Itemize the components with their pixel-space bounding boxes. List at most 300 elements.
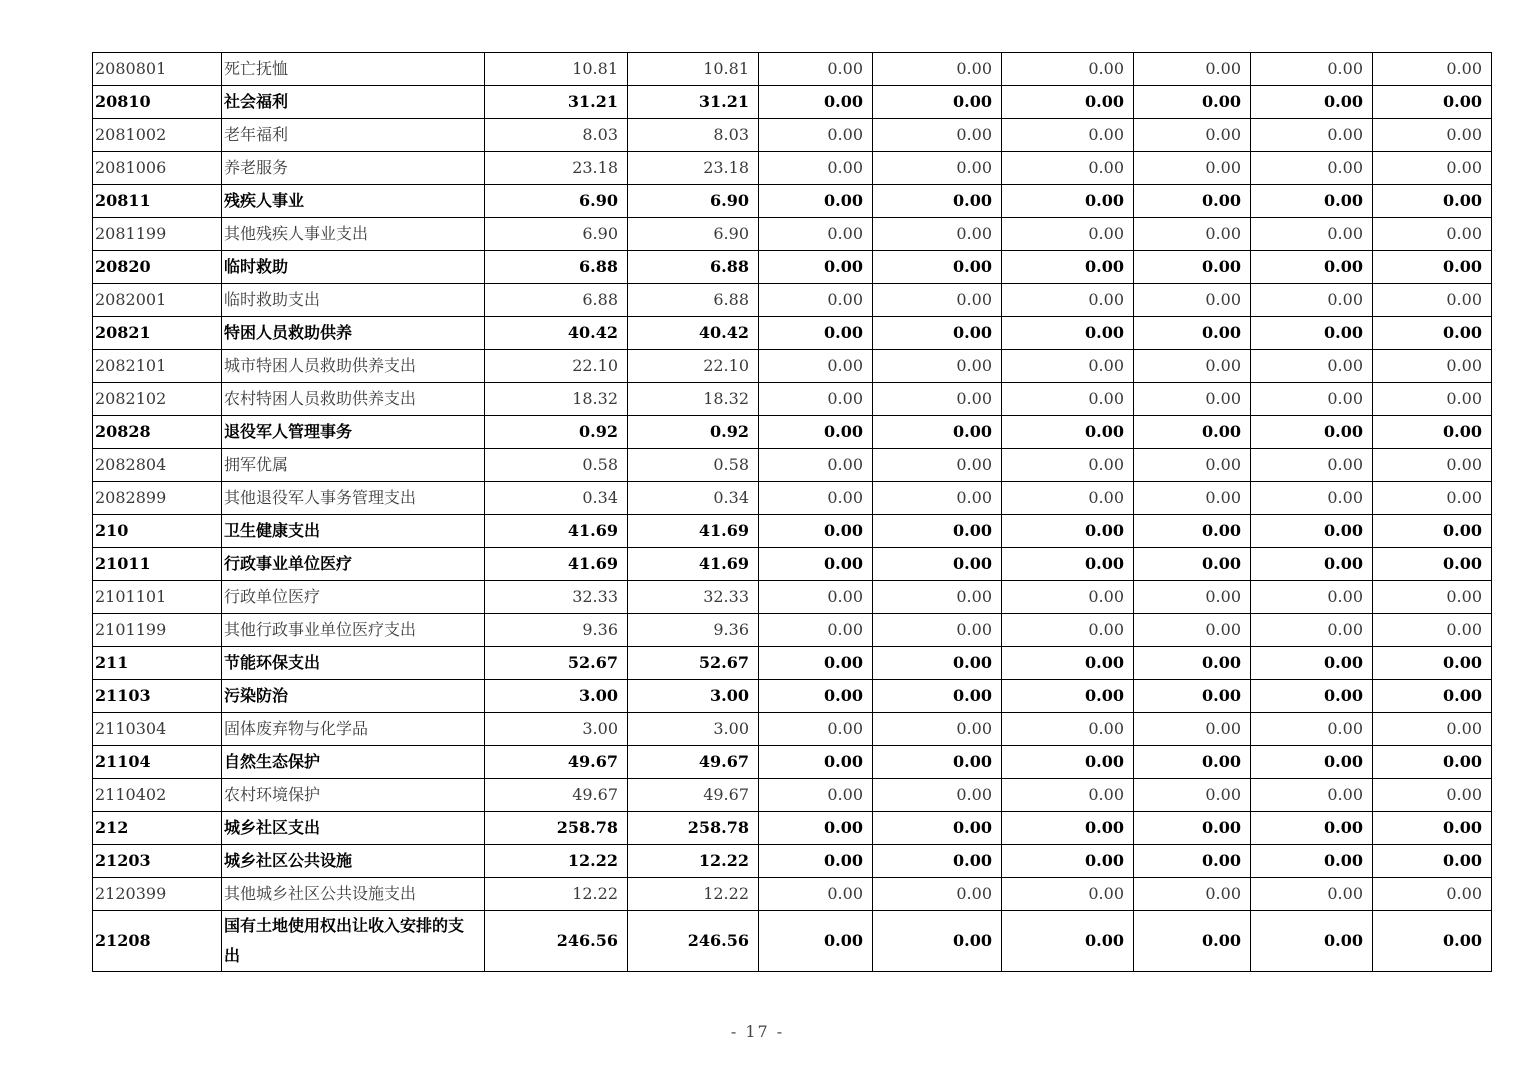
table-row [93,284,1492,317]
subject-code-cell: 20811 [93,185,222,218]
amount-cell: 3.00 [485,680,628,713]
amount-cell: 6.90 [628,218,759,251]
table-row [93,581,1492,614]
amount-cell: 0.00 [1373,845,1492,878]
amount-cell: 0.00 [1251,581,1373,614]
amount-cell: 0.00 [873,482,1002,515]
amount-cell: 0.00 [1373,779,1492,812]
table-row [93,251,1492,284]
amount-cell: 40.42 [628,317,759,350]
amount-cell: 0.00 [759,251,873,284]
table-row [93,152,1492,185]
amount-cell: 0.00 [873,53,1002,86]
amount-cell: 0.00 [873,218,1002,251]
amount-cell: 6.90 [485,218,628,251]
amount-cell: 0.00 [1251,449,1373,482]
budget-expenditure-table [92,52,1492,972]
amount-cell: 0.00 [873,152,1002,185]
table-row [93,350,1492,383]
subject-code-cell: 2082899 [93,482,222,515]
amount-cell: 0.00 [1373,218,1492,251]
amount-cell: 0.00 [1134,548,1251,581]
amount-cell: 0.00 [1251,680,1373,713]
amount-cell: 0.00 [1251,251,1373,284]
amount-cell: 0.58 [628,449,759,482]
amount-cell: 0.00 [1002,713,1134,746]
amount-cell: 0.00 [1134,581,1251,614]
amount-cell: 52.67 [485,647,628,680]
amount-cell: 0.92 [485,416,628,449]
subject-code-cell: 21208 [93,911,222,972]
amount-cell: 0.00 [1002,251,1134,284]
amount-cell: 0.00 [873,317,1002,350]
amount-cell: 0.00 [1251,845,1373,878]
amount-cell: 0.00 [759,86,873,119]
amount-cell: 0.00 [1251,911,1373,972]
subject-code-cell: 2120399 [93,878,222,911]
amount-cell: 6.88 [485,251,628,284]
subject-name-cell: 农村特困人员救助供养支出 [222,383,485,416]
amount-cell: 0.00 [1251,812,1373,845]
amount-cell: 0.00 [1002,812,1134,845]
amount-cell: 0.00 [1251,482,1373,515]
table-row [93,119,1492,152]
amount-cell: 0.00 [1002,152,1134,185]
amount-cell: 0.00 [1373,350,1492,383]
amount-cell: 0.00 [1251,317,1373,350]
amount-cell: 0.00 [1373,614,1492,647]
amount-cell: 0.00 [1134,218,1251,251]
subject-name-cell: 养老服务 [222,152,485,185]
amount-cell: 0.00 [1251,713,1373,746]
amount-cell: 0.92 [628,416,759,449]
amount-cell: 12.22 [485,845,628,878]
amount-cell: 0.00 [1373,515,1492,548]
amount-cell: 0.00 [759,482,873,515]
amount-cell: 0.00 [1373,53,1492,86]
subject-name-cell: 其他城乡社区公共设施支出 [222,878,485,911]
amount-cell: 0.00 [1002,383,1134,416]
amount-cell: 0.00 [873,779,1002,812]
amount-cell: 3.00 [628,680,759,713]
amount-cell: 0.00 [1002,548,1134,581]
subject-name-cell: 卫生健康支出 [222,515,485,548]
amount-cell: 12.22 [628,845,759,878]
amount-cell: 0.00 [1251,878,1373,911]
amount-cell: 0.00 [759,515,873,548]
amount-cell: 0.00 [1002,878,1134,911]
amount-cell: 0.00 [1251,152,1373,185]
amount-cell: 246.56 [485,911,628,972]
amount-cell: 3.00 [628,713,759,746]
amount-cell: 8.03 [628,119,759,152]
amount-cell: 49.67 [628,779,759,812]
amount-cell: 0.00 [1134,284,1251,317]
table-row [93,812,1492,845]
amount-cell: 0.00 [1373,284,1492,317]
amount-cell: 12.22 [485,878,628,911]
amount-cell: 0.00 [873,515,1002,548]
subject-code-cell: 20821 [93,317,222,350]
subject-code-cell: 20810 [93,86,222,119]
amount-cell: 0.00 [873,350,1002,383]
amount-cell: 258.78 [485,812,628,845]
amount-cell: 0.00 [1134,449,1251,482]
amount-cell: 0.00 [1002,185,1134,218]
amount-cell: 0.00 [1251,746,1373,779]
amount-cell: 40.42 [485,317,628,350]
amount-cell: 0.00 [1251,548,1373,581]
amount-cell: 0.00 [1134,185,1251,218]
amount-cell: 0.00 [1134,779,1251,812]
amount-cell: 12.22 [628,878,759,911]
amount-cell: 41.69 [628,548,759,581]
amount-cell: 0.00 [1373,581,1492,614]
subject-name-cell: 特困人员救助供养 [222,317,485,350]
amount-cell: 31.21 [485,86,628,119]
subject-code-cell: 2101199 [93,614,222,647]
amount-cell: 0.00 [1002,680,1134,713]
amount-cell: 0.00 [1251,350,1373,383]
amount-cell: 0.00 [873,911,1002,972]
amount-cell: 0.00 [1002,449,1134,482]
subject-code-cell: 2082804 [93,449,222,482]
amount-cell: 0.34 [485,482,628,515]
amount-cell: 0.00 [1002,317,1134,350]
table-row [93,317,1492,350]
amount-cell: 0.00 [1134,482,1251,515]
amount-cell: 49.67 [485,779,628,812]
subject-name-cell: 国有土地使用权出让收入安排的支出 [222,911,485,972]
amount-cell: 0.00 [1251,119,1373,152]
amount-cell: 0.00 [1134,614,1251,647]
amount-cell: 0.00 [1002,746,1134,779]
amount-cell: 0.00 [759,746,873,779]
amount-cell: 0.00 [759,812,873,845]
amount-cell: 0.00 [1134,119,1251,152]
table-row [93,449,1492,482]
subject-code-cell: 2081002 [93,119,222,152]
amount-cell: 0.00 [759,779,873,812]
amount-cell: 0.00 [1134,152,1251,185]
subject-name-cell: 残疾人事业 [222,185,485,218]
amount-cell: 0.00 [873,185,1002,218]
amount-cell: 0.00 [1002,581,1134,614]
amount-cell: 0.00 [1373,449,1492,482]
amount-cell: 0.00 [1251,86,1373,119]
amount-cell: 0.00 [1251,647,1373,680]
table-row [93,185,1492,218]
subject-name-cell: 节能环保支出 [222,647,485,680]
amount-cell: 23.18 [628,152,759,185]
subject-name-cell: 其他退役军人事务管理支出 [222,482,485,515]
amount-cell: 0.00 [759,383,873,416]
amount-cell: 0.00 [759,548,873,581]
amount-cell: 0.00 [759,119,873,152]
amount-cell: 0.00 [1134,845,1251,878]
amount-cell: 0.00 [873,647,1002,680]
amount-cell: 0.00 [1251,185,1373,218]
amount-cell: 0.58 [485,449,628,482]
amount-cell: 6.90 [628,185,759,218]
amount-cell: 41.69 [485,515,628,548]
subject-code-cell: 212 [93,812,222,845]
amount-cell: 0.00 [1002,284,1134,317]
table-row [93,680,1492,713]
amount-cell: 41.69 [485,548,628,581]
amount-cell: 0.00 [1373,317,1492,350]
amount-cell: 246.56 [628,911,759,972]
amount-cell: 0.00 [873,284,1002,317]
amount-cell: 8.03 [485,119,628,152]
amount-cell: 0.00 [1373,878,1492,911]
amount-cell: 0.00 [1002,614,1134,647]
amount-cell: 0.00 [1002,779,1134,812]
amount-cell: 0.00 [1134,416,1251,449]
amount-cell: 0.00 [1373,647,1492,680]
table-row [93,614,1492,647]
amount-cell: 0.00 [873,383,1002,416]
amount-cell: 0.00 [1134,317,1251,350]
amount-cell: 0.00 [1134,53,1251,86]
amount-cell: 0.00 [1134,515,1251,548]
amount-cell: 0.00 [1251,416,1373,449]
amount-cell: 18.32 [485,383,628,416]
amount-cell: 3.00 [485,713,628,746]
amount-cell: 6.88 [628,284,759,317]
amount-cell: 0.00 [759,350,873,383]
amount-cell: 18.32 [628,383,759,416]
subject-code-cell: 21203 [93,845,222,878]
amount-cell: 0.00 [759,284,873,317]
amount-cell: 9.36 [628,614,759,647]
subject-name-cell: 固体废弃物与化学品 [222,713,485,746]
amount-cell: 0.00 [873,416,1002,449]
amount-cell: 0.00 [759,185,873,218]
amount-cell: 0.00 [873,119,1002,152]
subject-code-cell: 21103 [93,680,222,713]
subject-code-cell: 2082102 [93,383,222,416]
table-row [93,878,1492,911]
page-number: - 17 - [730,1022,785,1041]
amount-cell: 0.00 [1373,680,1492,713]
subject-name-cell: 自然生态保护 [222,746,485,779]
amount-cell: 0.00 [1134,86,1251,119]
table-row [93,515,1492,548]
amount-cell: 0.00 [1251,53,1373,86]
amount-cell: 0.00 [1251,383,1373,416]
amount-cell: 0.00 [873,713,1002,746]
subject-code-cell: 2081199 [93,218,222,251]
amount-cell: 0.00 [1251,614,1373,647]
amount-cell: 0.00 [1134,383,1251,416]
amount-cell: 0.00 [1002,515,1134,548]
amount-cell: 0.00 [759,152,873,185]
subject-code-cell: 21104 [93,746,222,779]
amount-cell: 10.81 [485,53,628,86]
amount-cell: 0.00 [759,713,873,746]
amount-cell: 0.00 [759,878,873,911]
amount-cell: 32.33 [485,581,628,614]
amount-cell: 258.78 [628,812,759,845]
amount-cell: 0.00 [759,581,873,614]
table-row [93,713,1492,746]
table-row [93,218,1492,251]
subject-name-cell: 临时救助 [222,251,485,284]
amount-cell: 0.00 [1373,713,1492,746]
subject-code-cell: 2101101 [93,581,222,614]
table-row [93,548,1492,581]
amount-cell: 0.00 [1134,713,1251,746]
amount-cell: 6.88 [628,251,759,284]
subject-name-cell: 城乡社区支出 [222,812,485,845]
table-body [93,53,1492,972]
amount-cell: 0.00 [759,449,873,482]
subject-code-cell: 2110402 [93,779,222,812]
amount-cell: 32.33 [628,581,759,614]
table-row [93,911,1492,972]
amount-cell: 0.00 [1373,482,1492,515]
amount-cell: 0.00 [873,614,1002,647]
subject-name-cell: 其他残疾人事业支出 [222,218,485,251]
subject-code-cell: 210 [93,515,222,548]
amount-cell: 0.00 [1373,185,1492,218]
amount-cell: 0.00 [1251,515,1373,548]
amount-cell: 0.00 [759,911,873,972]
amount-cell: 0.00 [1134,812,1251,845]
amount-cell: 6.88 [485,284,628,317]
amount-cell: 0.00 [1134,746,1251,779]
amount-cell: 0.00 [873,581,1002,614]
amount-cell: 0.00 [759,317,873,350]
amount-cell: 0.00 [1373,548,1492,581]
amount-cell: 0.00 [1373,152,1492,185]
amount-cell: 0.00 [1002,53,1134,86]
amount-cell: 0.00 [1134,251,1251,284]
amount-cell: 0.00 [1373,119,1492,152]
table-row [93,416,1492,449]
amount-cell: 10.81 [628,53,759,86]
amount-cell: 0.00 [1002,416,1134,449]
subject-code-cell: 2082101 [93,350,222,383]
amount-cell: 0.00 [1251,779,1373,812]
table-row [93,383,1492,416]
subject-code-cell: 2082001 [93,284,222,317]
table-row [93,86,1492,119]
amount-cell: 0.00 [1134,911,1251,972]
amount-cell: 0.00 [1002,911,1134,972]
subject-name-cell: 社会福利 [222,86,485,119]
amount-cell: 0.00 [1373,86,1492,119]
subject-name-cell: 其他行政事业单位医疗支出 [222,614,485,647]
amount-cell: 0.00 [1002,482,1134,515]
amount-cell: 0.00 [1251,284,1373,317]
amount-cell: 0.00 [1002,647,1134,680]
amount-cell: 0.00 [1373,416,1492,449]
subject-code-cell: 2080801 [93,53,222,86]
amount-cell: 9.36 [485,614,628,647]
subject-name-cell: 农村环境保护 [222,779,485,812]
subject-name-cell: 行政单位医疗 [222,581,485,614]
subject-name-cell: 行政事业单位医疗 [222,548,485,581]
amount-cell: 6.90 [485,185,628,218]
table-row [93,845,1492,878]
amount-cell: 22.10 [485,350,628,383]
subject-code-cell: 20828 [93,416,222,449]
amount-cell: 0.00 [1134,680,1251,713]
subject-code-cell: 211 [93,647,222,680]
subject-name-cell: 污染防治 [222,680,485,713]
subject-code-cell: 20820 [93,251,222,284]
amount-cell: 0.00 [759,53,873,86]
amount-cell: 0.00 [1002,350,1134,383]
amount-cell: 0.00 [1373,746,1492,779]
amount-cell: 0.00 [759,680,873,713]
amount-cell: 0.00 [873,548,1002,581]
amount-cell: 0.00 [1002,119,1134,152]
amount-cell: 0.00 [1134,647,1251,680]
subject-name-cell: 退役军人管理事务 [222,416,485,449]
table-row [93,746,1492,779]
amount-cell: 22.10 [628,350,759,383]
amount-cell: 0.00 [759,218,873,251]
subject-name-cell: 城乡社区公共设施 [222,845,485,878]
table-row [93,647,1492,680]
amount-cell: 0.00 [759,647,873,680]
amount-cell: 41.69 [628,515,759,548]
amount-cell: 0.00 [873,251,1002,284]
table-row [93,53,1492,86]
subject-name-cell: 死亡抚恤 [222,53,485,86]
amount-cell: 0.00 [873,878,1002,911]
amount-cell: 0.00 [873,86,1002,119]
amount-cell: 52.67 [628,647,759,680]
amount-cell: 0.00 [1373,383,1492,416]
amount-cell: 23.18 [485,152,628,185]
amount-cell: 49.67 [628,746,759,779]
amount-cell: 0.00 [1002,845,1134,878]
amount-cell: 0.00 [759,416,873,449]
amount-cell: 0.00 [1134,878,1251,911]
amount-cell: 0.34 [628,482,759,515]
amount-cell: 0.00 [873,845,1002,878]
subject-name-cell: 城市特困人员救助供养支出 [222,350,485,383]
amount-cell: 0.00 [1134,350,1251,383]
subject-code-cell: 2081006 [93,152,222,185]
amount-cell: 0.00 [873,812,1002,845]
amount-cell: 0.00 [1373,251,1492,284]
amount-cell: 0.00 [1373,812,1492,845]
amount-cell: 0.00 [873,680,1002,713]
amount-cell: 0.00 [1002,218,1134,251]
amount-cell: 0.00 [1251,218,1373,251]
subject-name-cell: 拥军优属 [222,449,485,482]
amount-cell: 31.21 [628,86,759,119]
amount-cell: 0.00 [873,746,1002,779]
amount-cell: 0.00 [759,845,873,878]
table-row [93,779,1492,812]
amount-cell: 0.00 [759,614,873,647]
amount-cell: 0.00 [873,449,1002,482]
amount-cell: 49.67 [485,746,628,779]
subject-code-cell: 2110304 [93,713,222,746]
subject-name-cell: 老年福利 [222,119,485,152]
subject-code-cell: 21011 [93,548,222,581]
subject-name-cell: 临时救助支出 [222,284,485,317]
amount-cell: 0.00 [1002,86,1134,119]
table-row [93,482,1492,515]
amount-cell: 0.00 [1373,911,1492,972]
